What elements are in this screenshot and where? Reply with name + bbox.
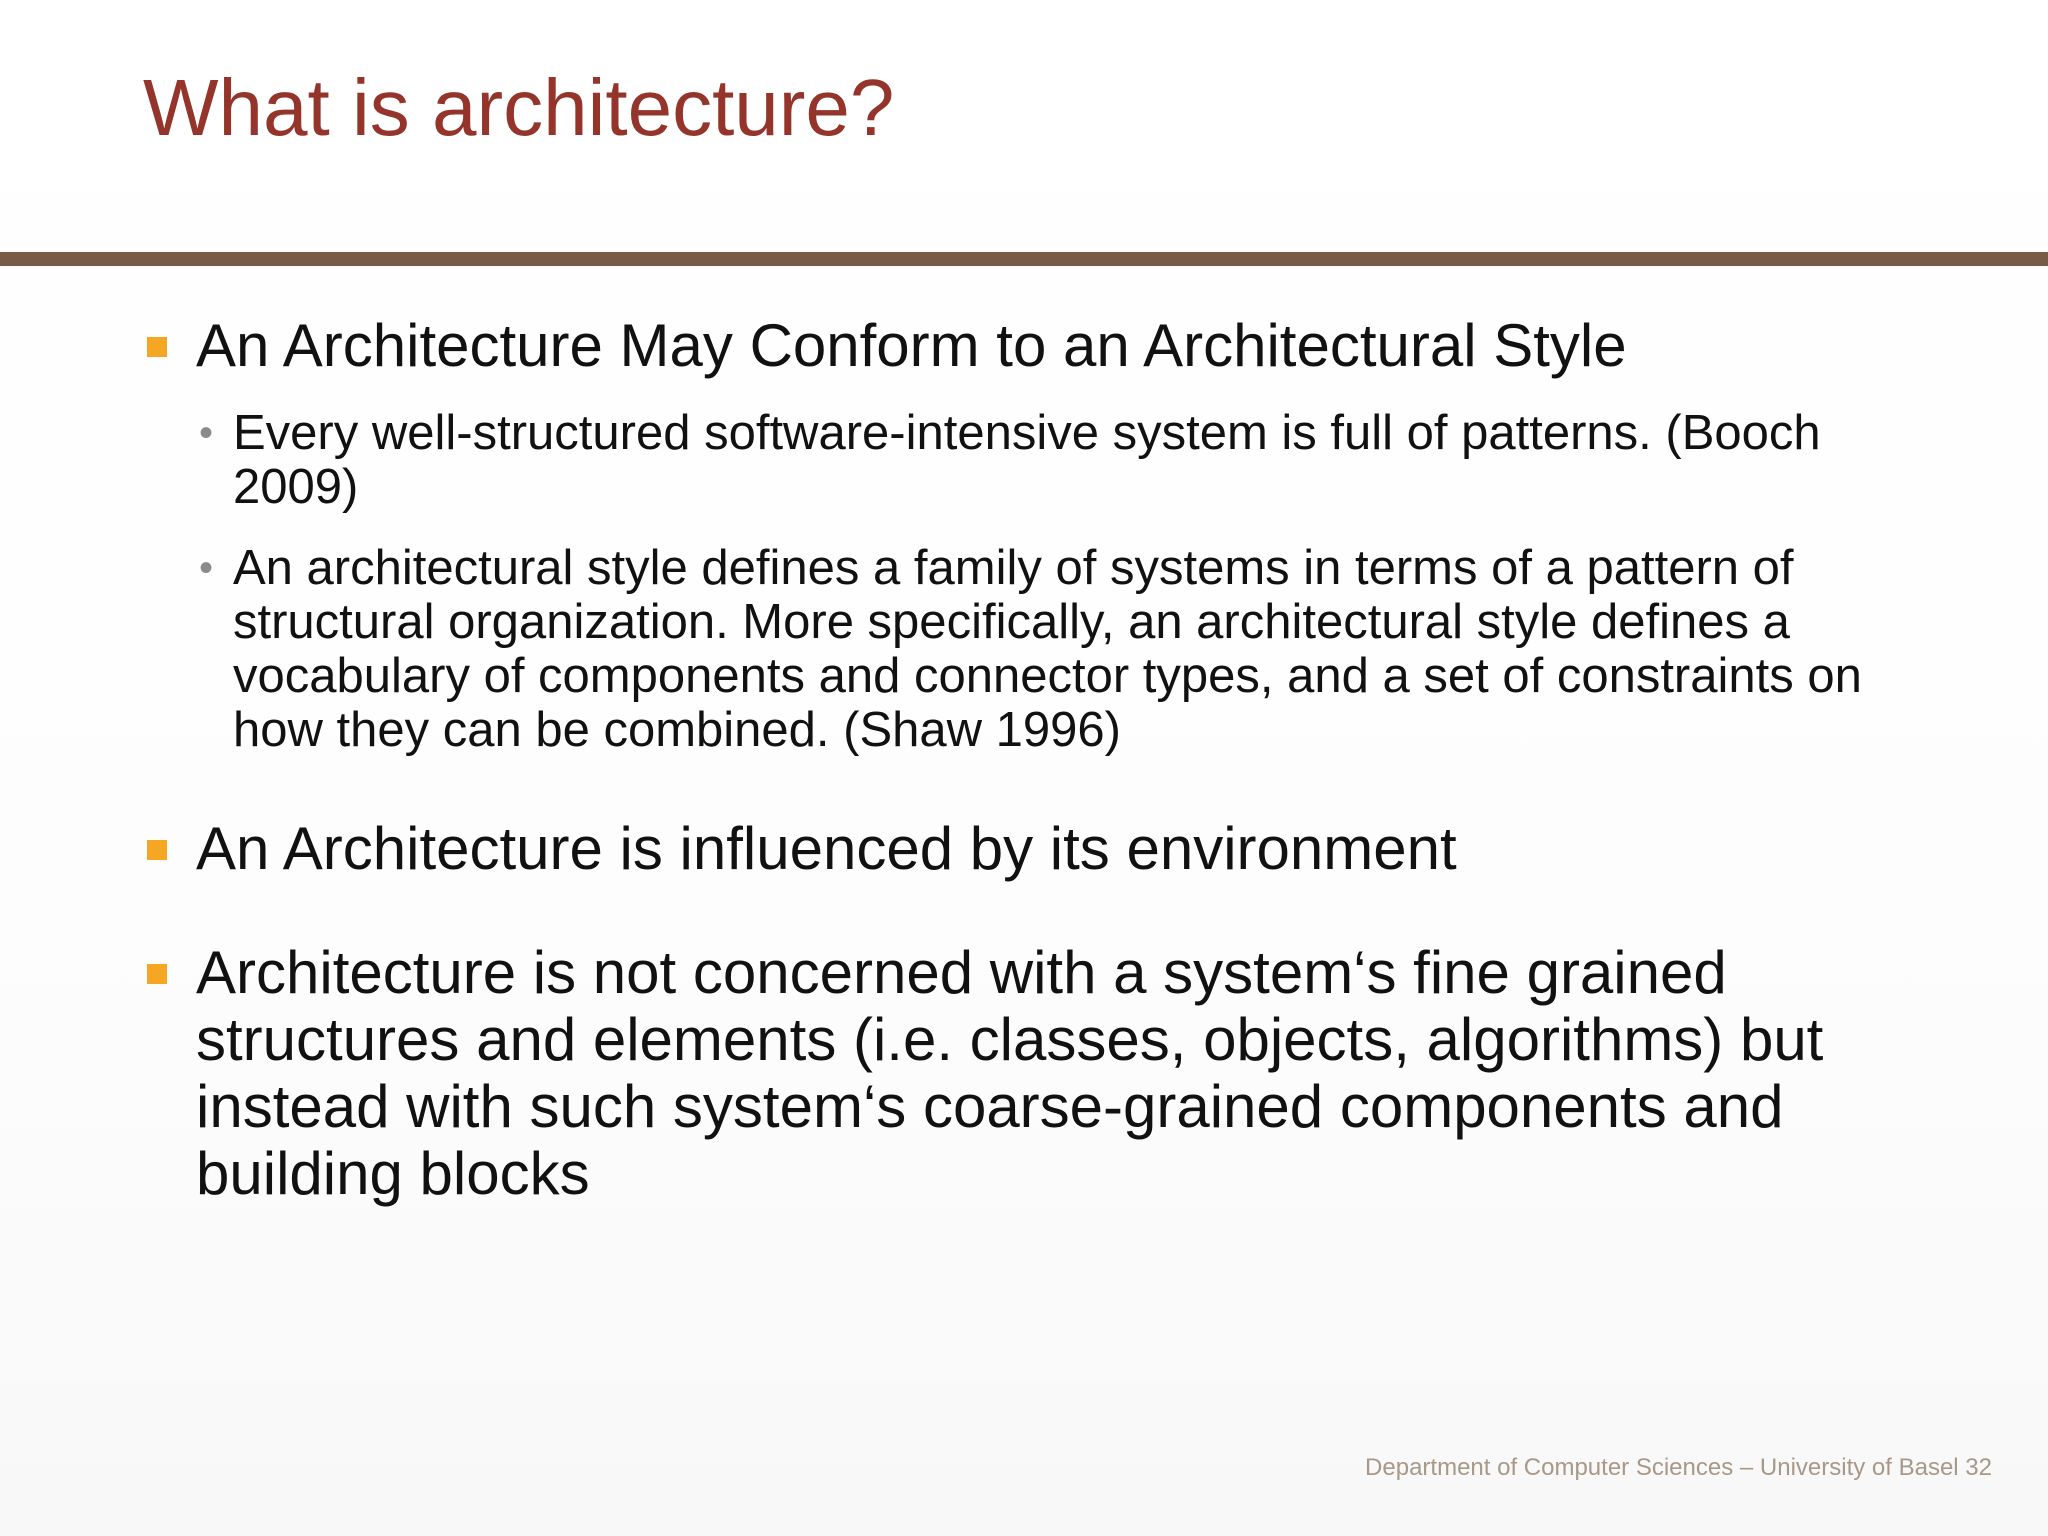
square-bullet-icon [147,337,167,357]
title-divider [0,252,2048,266]
dot-bullet-icon: • [199,411,214,455]
slide-title: What is architecture? [143,63,895,152]
bullet-item-2: An Architecture is influenced by its environment [196,815,1457,882]
square-bullet-icon [147,964,167,984]
sub-bullet-item-2: An architectural style defines a family of systems in terms of a pattern of structural organization. More specifically, an architectural style defines a vocabulary of components and connector types, and a set of constraints on how they can be combined. (Shaw 1996) [233,541,1862,757]
square-bullet-icon [147,840,167,860]
bullet-item-1: An Architecture May Conform to an Architectural Style [196,312,1627,379]
slide-footer: Department of Computer Sciences – University of Basel 32 [1365,1454,1992,1481]
dot-bullet-icon: • [199,546,214,590]
bullet-item-3: Architecture is not concerned with a system‘s fine grained structures and elements (i.e. classes, objects, algorithms) but instead with such system‘s coarse-grained components and building blocks [196,939,1824,1207]
sub-bullet-item-1: Every well-structured software-intensive system is full of patterns. (Booch 2009) [233,406,1821,514]
